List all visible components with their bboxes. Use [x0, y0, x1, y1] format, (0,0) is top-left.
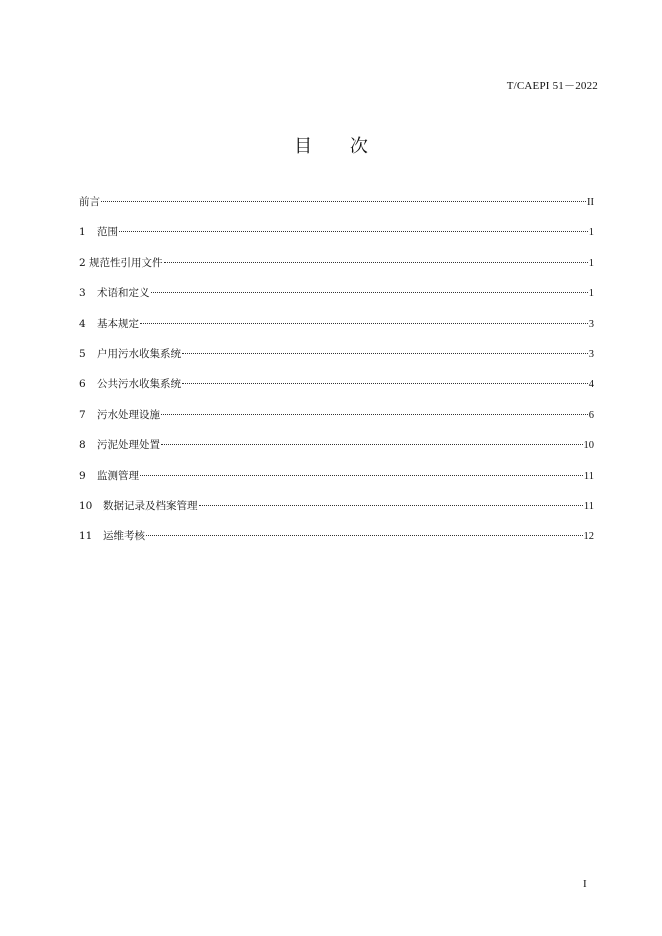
toc-leader-dots [119, 231, 588, 232]
toc-entry-number: 4 [79, 317, 86, 330]
toc-leader-dots [182, 383, 588, 384]
toc-leader-dots [140, 475, 583, 476]
toc-entry-page: 1 [588, 288, 594, 300]
toc-leader-dots [182, 353, 588, 354]
toc-entry-page: 4 [588, 379, 594, 391]
toc-entry-page: 12 [583, 531, 594, 543]
toc-leader-dots [199, 505, 583, 506]
toc-leader-dots [151, 292, 588, 293]
toc-entry-label: 前言 [79, 196, 100, 208]
toc-entry-number: 6 [79, 378, 86, 391]
toc-entry-8[interactable] [79, 435, 594, 465]
toc-leader-dots [101, 201, 586, 202]
toc-leader-dots [161, 414, 588, 415]
toc-entry-number: 8 [79, 439, 86, 452]
toc-entry-9[interactable] [79, 466, 594, 496]
toc-leader-dots [140, 323, 588, 324]
toc-entry-label: 污水处理设施 [97, 408, 160, 421]
toc-entry-number: 7 [79, 408, 86, 421]
toc-entry-number: 11 [79, 530, 93, 543]
toc-entry-number: 10 [79, 499, 93, 512]
toc-entry-label: 污泥处理处置 [97, 439, 160, 452]
toc-entry-number: 9 [79, 469, 86, 482]
toc-entry-2[interactable] [79, 253, 594, 283]
toc-entry-label: 户用污水收集系统 [97, 347, 181, 360]
toc-entry-label: 监测管理 [97, 469, 139, 482]
toc-leader-dots [146, 535, 583, 536]
page-number: I [583, 878, 587, 890]
toc-entry-1[interactable] [79, 222, 594, 252]
toc-entry-page: 1 [588, 257, 594, 269]
toc-entry-page: 6 [588, 409, 594, 421]
toc-entry-number: 3 [79, 287, 86, 300]
toc-entry-5[interactable] [79, 344, 594, 374]
toc-entry-label: 基本规定 [97, 317, 139, 330]
toc-entry-number: 5 [79, 347, 86, 360]
toc-entry-label: 术语和定义 [97, 287, 150, 300]
toc-entry-label: 数据记录及档案管理 [103, 499, 198, 512]
toc-leader-dots [161, 444, 583, 445]
toc-entry-foreword[interactable] [79, 192, 594, 222]
toc-entry-number: 1 [79, 226, 86, 239]
toc-entry-label: 规范性引用文件 [89, 256, 163, 269]
toc-entry-page: 11 [583, 500, 594, 512]
document-code: T/CAEPI 51－2022 [506, 80, 598, 92]
toc-entry-label: 范围 [97, 226, 118, 239]
toc-entry-page: 3 [588, 348, 594, 360]
toc-entry-4[interactable] [79, 314, 594, 344]
toc-list [79, 192, 594, 557]
toc-entry-page: II [587, 197, 594, 208]
toc-title: 目 次 [294, 136, 384, 157]
toc-entry-page: 11 [583, 470, 594, 482]
toc-entry-page: 1 [588, 227, 594, 239]
toc-entry-label: 公共污水收集系统 [97, 378, 181, 391]
toc-entry-10[interactable] [79, 496, 594, 526]
toc-entry-label: 运维考核 [103, 530, 145, 543]
toc-entry-11[interactable] [79, 526, 594, 556]
toc-entry-6[interactable] [79, 374, 594, 404]
toc-entry-7[interactable] [79, 405, 594, 435]
toc-entry-number: 2 [79, 256, 86, 269]
toc-entry-page: 3 [588, 318, 594, 330]
toc-entry-page: 10 [583, 440, 594, 452]
toc-leader-dots [164, 262, 588, 263]
toc-entry-3[interactable] [79, 283, 594, 313]
